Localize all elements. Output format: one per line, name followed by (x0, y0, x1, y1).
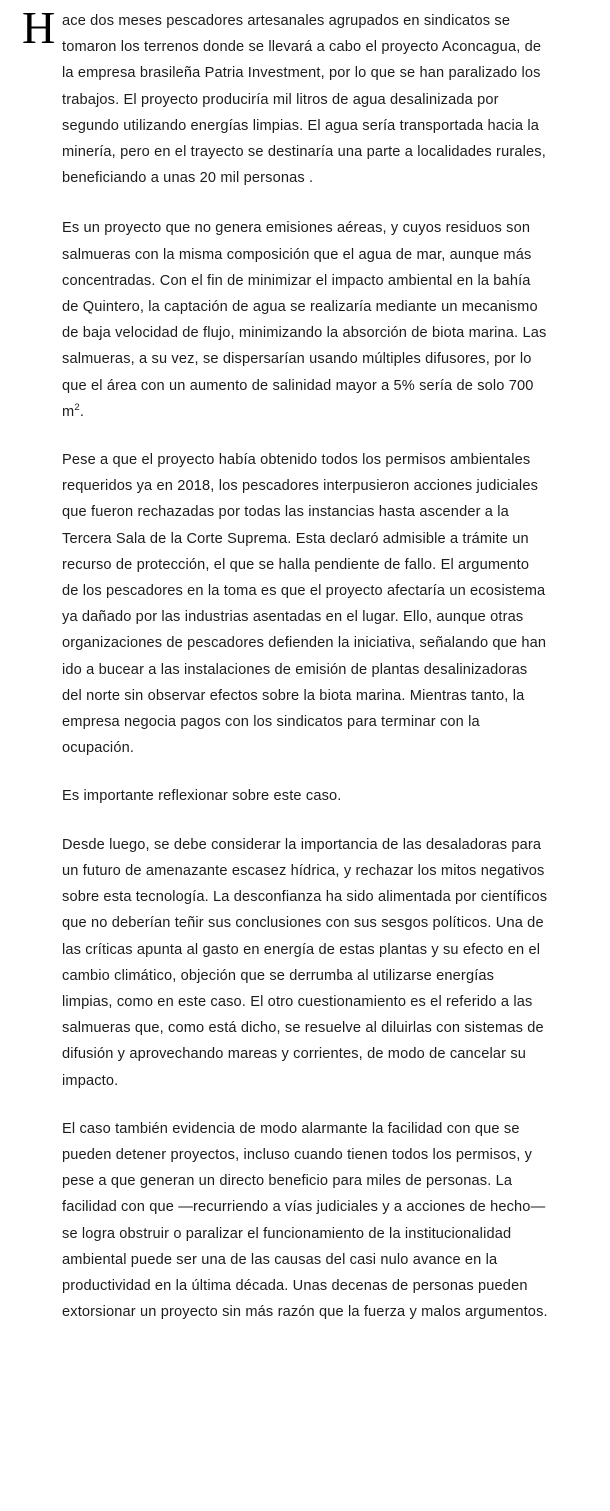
paragraph-2 (62, 215, 548, 425)
paragraph-2-text-before: Es un proyecto que no genera emisiones aéreas, y cuyos residuos son salmueras con la misma composición que el agua de mar, aunque más concentradas. Con el fin de minimizar el impacto ambiental en la bahía de Quintero, la captación de agua se realizaría mediante un mecanismo de baja velocidad de flujo, minimizando la absorción de biota marina. Las salmueras, a su vez, se dispersarían usando múltiples difusores, por lo que el área con un aumento de salinidad mayor a 5% sería de solo 700 m (62, 220, 547, 420)
paragraph-5: Desde luego, se debe considerar la importancia de las desaladoras para un futuro de amenazante escasez hídrica, y rechazar los mitos negativos sobre esta tecnología. La desconfianza ha sido alimentada por científicos que no deberían teñir sus conclusiones con sus sesgos políticos. Una de las críticas apunta al gasto en energía de estas plantas y su efecto en el cambio climático, objeción que se derrumba al utilizarse energías limpias, como en este caso. El otro cuestionamiento es el referido a las salmueras que, como está dicho, se resuelve al diluirlas con sistemas de difusión y aprovechando mareas y corrientes, de modo de cancelar su impacto. (62, 836, 548, 1089)
paragraph-6: El caso también evidencia de modo alarmante la facilidad con que se pueden detener proyectos, incluso cuando tienen todos los permisos, y pese a que generan un directo beneficio para miles de personas. La facilidad con que —recurriendo a vías judiciales y a acciones de hecho— se logra obstruir o paralizar el funcionamiento de la institucionalidad ambiental puede ser una de las causas del casi nulo avance en la productividad en la última década. Unas decenas de personas pueden extorsionar un proyecto sin más razón que la fuerza y malos argumentos. (62, 1120, 548, 1321)
paragraph-4: Es importante reflexionar sobre este caso. (62, 788, 342, 805)
paragraph-2-text-after: . (79, 403, 85, 420)
paragraph-1-text: ace dos meses pescadores artesanales agrupados en sindicatos se tomaron los terrenos donde se llevará a cabo el proyecto Aconcagua, de la empresa brasileña Patria Investment, por lo que se han paralizado los trabajos. El proyecto produciría mil litros de agua desalinizada por segundo utilizando energías limpias. El agua sería transportada hacia la minería, pero en el trayecto se destinaría una parte a localidades rurales, beneficiando a unas 20 mil personas . (62, 13, 546, 187)
paragraph-3: Pese a que el proyecto había obtenido todos los permisos ambientales requeridos ya en 2018, los pescadores interpusieron acciones judiciales que fueron rechazadas por todas las instancias hasta ascender a la Tercera Sala de la Corte Suprema. Esta declaró admisible a trámite un recurso de protección, el que se halla pendiente de fallo. El argumento de los pescadores en la toma es que el proyecto afectaría un ecosistema ya dañado por las industrias asentadas en el lugar. Ello, aunque otras organizaciones de pescadores defienden la iniciativa, señalando que han ido a bucear a las instalaciones de emisión de plantas desalinizadoras del norte sin observar efectos sobre la biota marina. Mientras tanto, la empresa negocia pagos con los sindicatos para terminar con la ocupación. (62, 452, 547, 757)
paragraph-1 (22, 2, 548, 191)
drop-cap: H (22, 2, 56, 53)
superscript-squared: 2 (74, 401, 80, 413)
